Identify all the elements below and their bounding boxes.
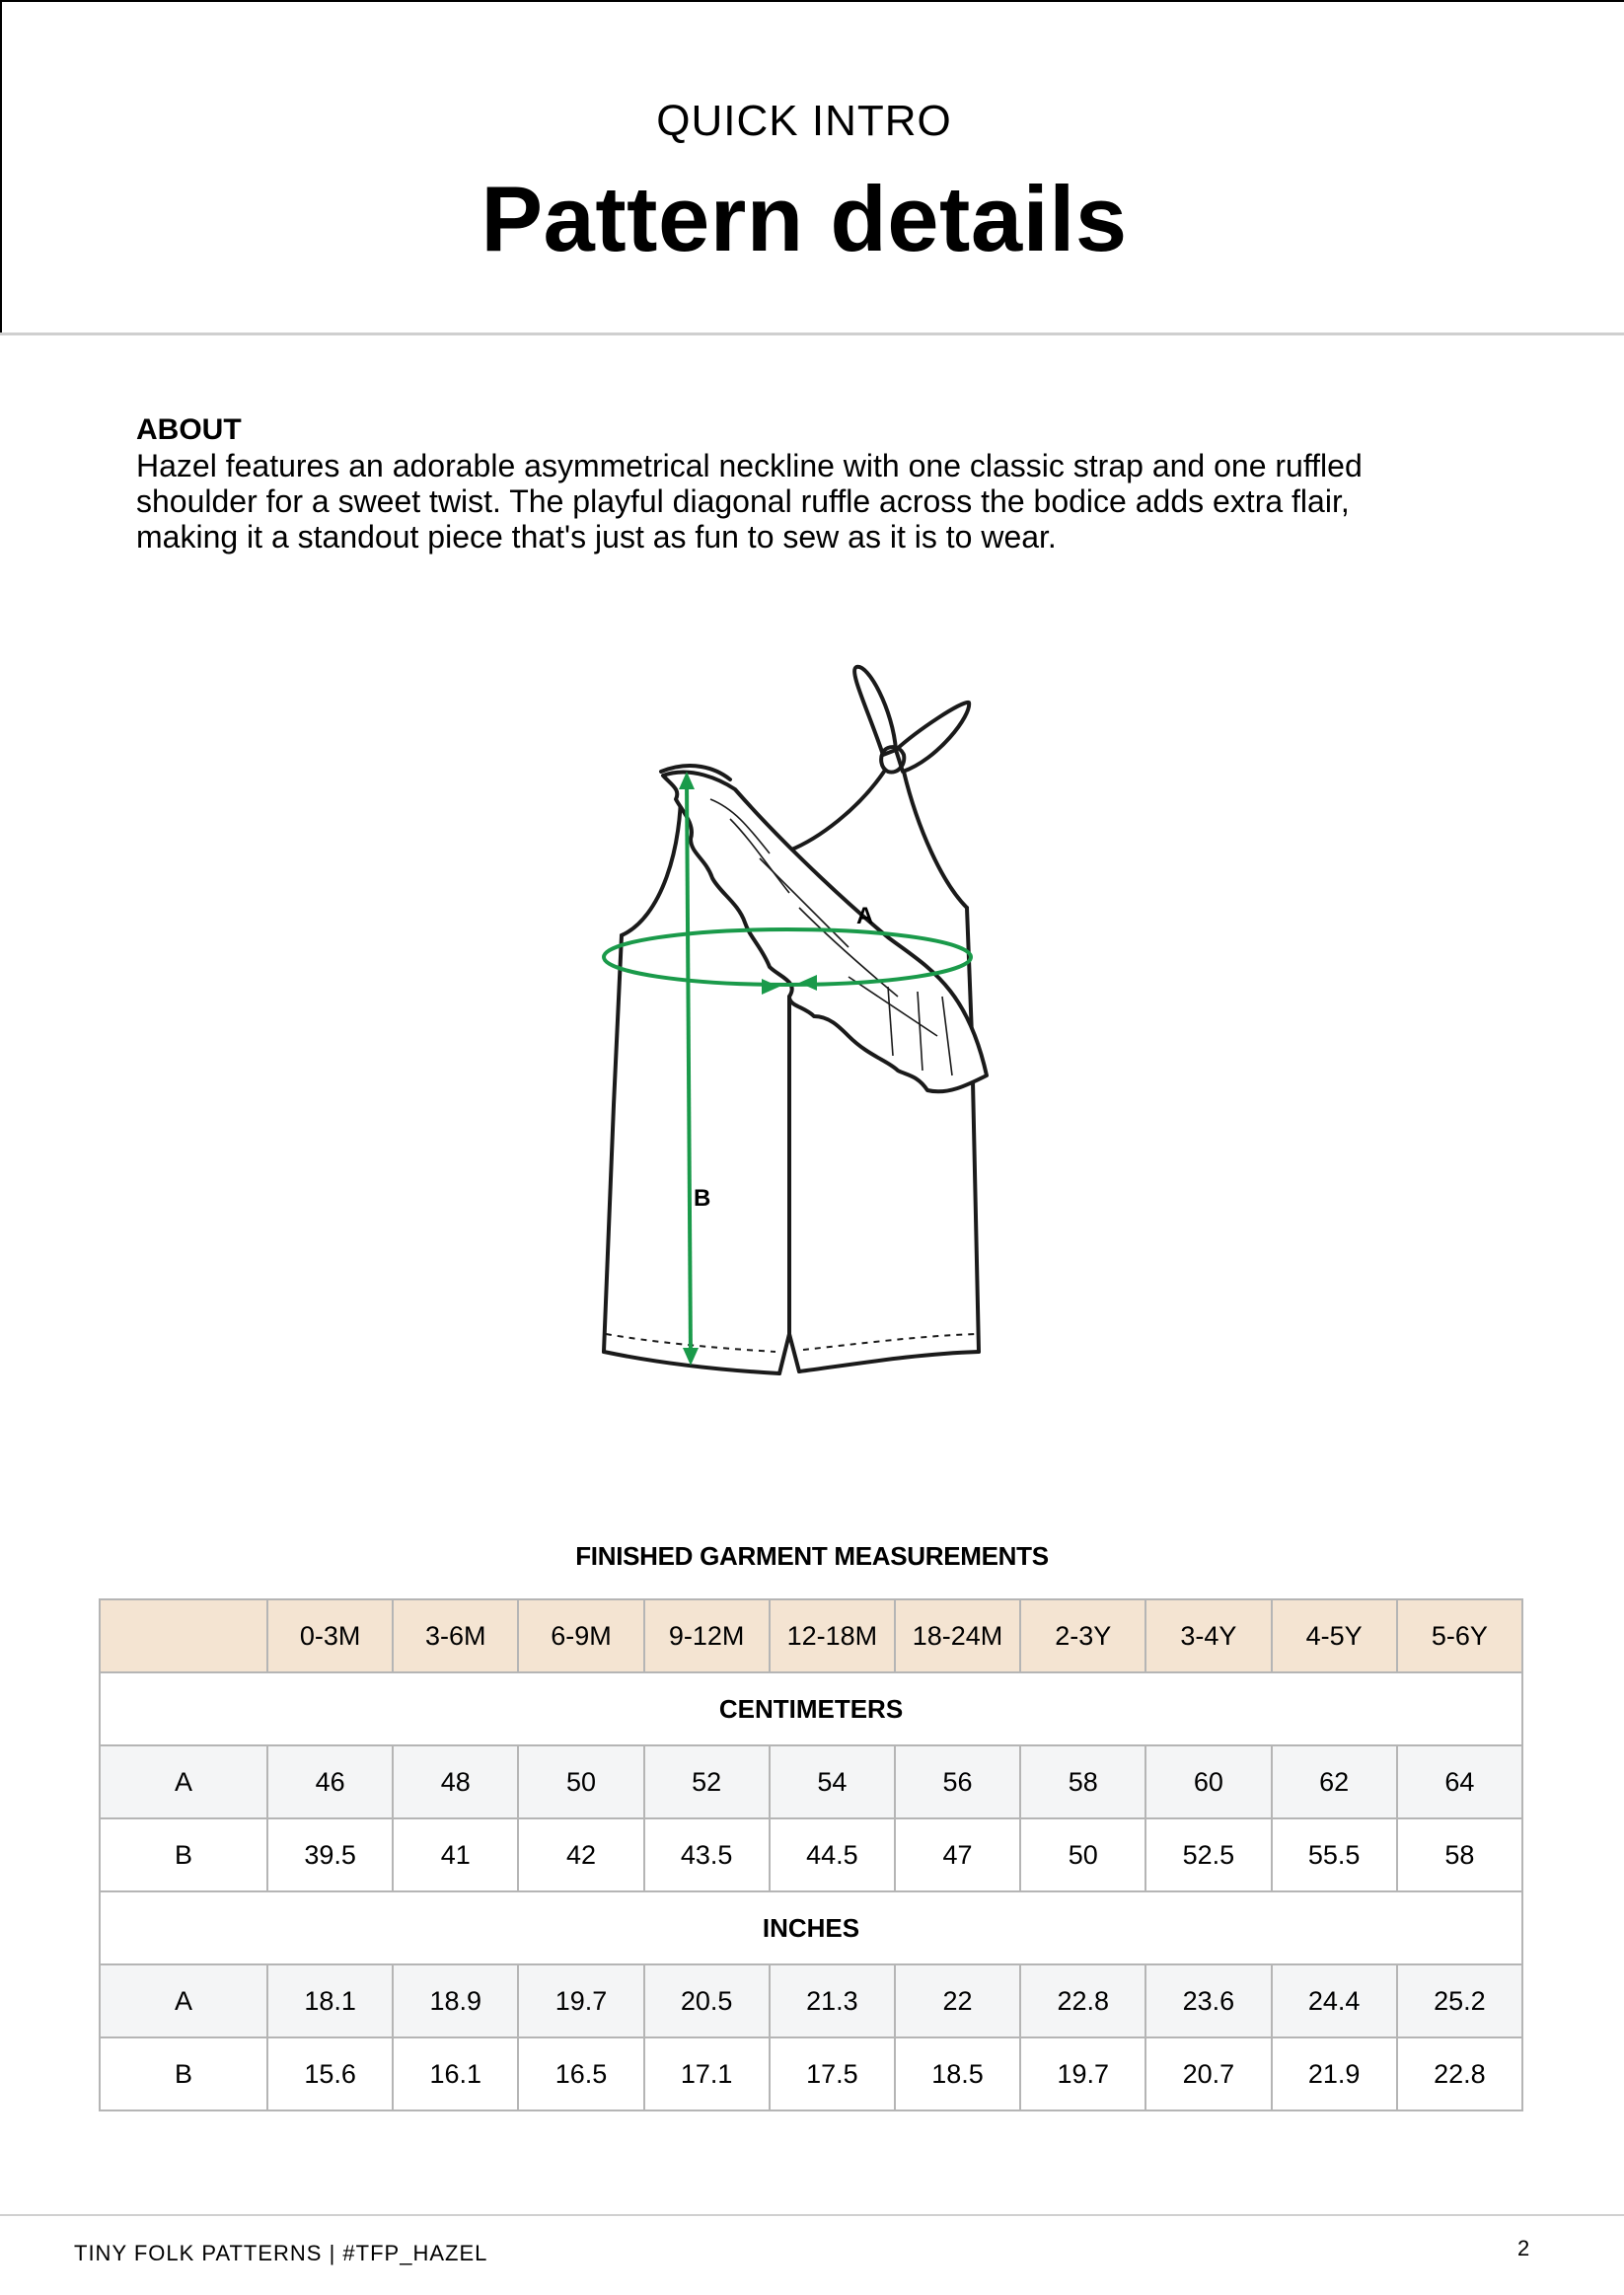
header-divider [0,333,1624,335]
table-cell: 22.8 [1020,1964,1145,2037]
about-line: making it a standout piece that's just as fun to sew as it is to wear. [136,519,1057,555]
garment-technical-drawing [553,651,1006,1401]
table-cell: 16.1 [393,2037,518,2110]
size-header-cell: 18-24M [895,1599,1020,1672]
left-side-seam [604,935,622,1352]
table-cell: 16.5 [518,2037,643,2110]
size-header-cell: 3-4Y [1145,1599,1271,1672]
bow-left-loop [854,667,896,755]
page-number: 2 [1517,2236,1530,2260]
table-cell: 41 [393,1818,518,1891]
table-cell: 44.5 [770,1818,895,1891]
unit-row-centimeters [100,1672,1522,1745]
row-label: A [100,1745,267,1818]
table-cell: 46 [267,1745,393,1818]
size-header-cell: 6-9M [518,1599,643,1672]
table-row [100,1745,1522,1818]
size-header-cell: 3-6M [393,1599,518,1672]
right-hem [799,1352,979,1371]
table-cell: 22.8 [1397,2037,1522,2110]
table-cell: 17.1 [644,2037,770,2110]
about-line: shoulder for a sweet twist. The playful diagonal ruffle across the bodice adds extra flair, [136,483,1350,519]
left-armhole [622,779,681,935]
length-measure-line [687,779,691,1358]
about-line: Hazel features an adorable asymmetrical neckline with one classic strap and one ruffled [136,448,1363,483]
neckline [789,772,884,851]
page-border-top [0,0,1624,2]
table-cell: 23.6 [1145,1964,1271,2037]
size-header-cell: 2-3Y [1020,1599,1145,1672]
table-cell: 50 [1020,1818,1145,1891]
right-hem-stitch [803,1334,977,1350]
table-cell: 64 [1397,1745,1522,1818]
table-cell: 24.4 [1272,1964,1397,2037]
about-heading: ABOUT [136,413,242,446]
measure-label-a: A [856,903,874,929]
unit-label: INCHES [100,1891,1522,1964]
size-header-cell: 5-6Y [1397,1599,1522,1672]
table-cell: 18.1 [267,1964,393,2037]
table-cell: 18.5 [895,2037,1020,2110]
table-title: FINISHED GARMENT MEASUREMENTS [575,1541,1049,1571]
table-cell: 21.9 [1272,2037,1397,2110]
table-cell: 19.7 [1020,2037,1145,2110]
table-cell: 18.9 [393,1964,518,2037]
row-label: A [100,1964,267,2037]
table-cell: 47 [895,1818,1020,1891]
row-label: B [100,2037,267,2110]
header-corner-cell [100,1599,267,1672]
table-cell: 60 [1145,1745,1271,1818]
table-cell: 58 [1020,1745,1145,1818]
size-header-cell: 9-12M [644,1599,770,1672]
table-cell: 58 [1397,1818,1522,1891]
right-side-seam [967,908,979,1352]
size-header-cell: 4-5Y [1272,1599,1397,1672]
size-header-cell: 12-18M [770,1599,895,1672]
table-cell: 22 [895,1964,1020,2037]
table-cell: 17.5 [770,2037,895,2110]
table-cell: 56 [895,1745,1020,1818]
length-arrow-bottom [683,1348,699,1366]
header-kicker: QUICK INTRO [656,97,952,145]
bow-right-loop [896,703,969,772]
table-cell: 62 [1272,1745,1397,1818]
table-cell: 42 [518,1818,643,1891]
about-body [136,448,1517,555]
unit-row-inches [100,1891,1522,1964]
ring-arrow-left [762,979,779,995]
table-row [100,2037,1522,2110]
table-cell: 54 [770,1745,895,1818]
row-label: B [100,1818,267,1891]
table-cell: 19.7 [518,1964,643,2037]
table-cell: 20.7 [1145,2037,1271,2110]
crotch [779,1334,799,1373]
table-cell: 48 [393,1745,518,1818]
about-section [136,412,1517,555]
measurements-table [99,1598,1523,2111]
table-cell: 21.3 [770,1964,895,2037]
table-cell: 52 [644,1745,770,1818]
size-header-row [100,1599,1522,1672]
table-cell: 52.5 [1145,1818,1271,1891]
measure-label-b: B [694,1185,711,1212]
page-title: Pattern details [480,167,1128,270]
size-header-cell: 0-3M [267,1599,393,1672]
table-cell: 55.5 [1272,1818,1397,1891]
right-armhole [904,772,967,908]
table-row [100,1964,1522,2037]
table-cell: 50 [518,1745,643,1818]
table-cell: 39.5 [267,1818,393,1891]
footer-divider [0,2214,1624,2216]
footer-brand: TINY FOLK PATTERNS | #TFP_HAZEL [74,2241,488,2265]
table-cell: 20.5 [644,1964,770,2037]
table-row [100,1818,1522,1891]
table-cell: 15.6 [267,2037,393,2110]
table-cell: 43.5 [644,1818,770,1891]
unit-label: CENTIMETERS [100,1672,1522,1745]
table-cell: 25.2 [1397,1964,1522,2037]
